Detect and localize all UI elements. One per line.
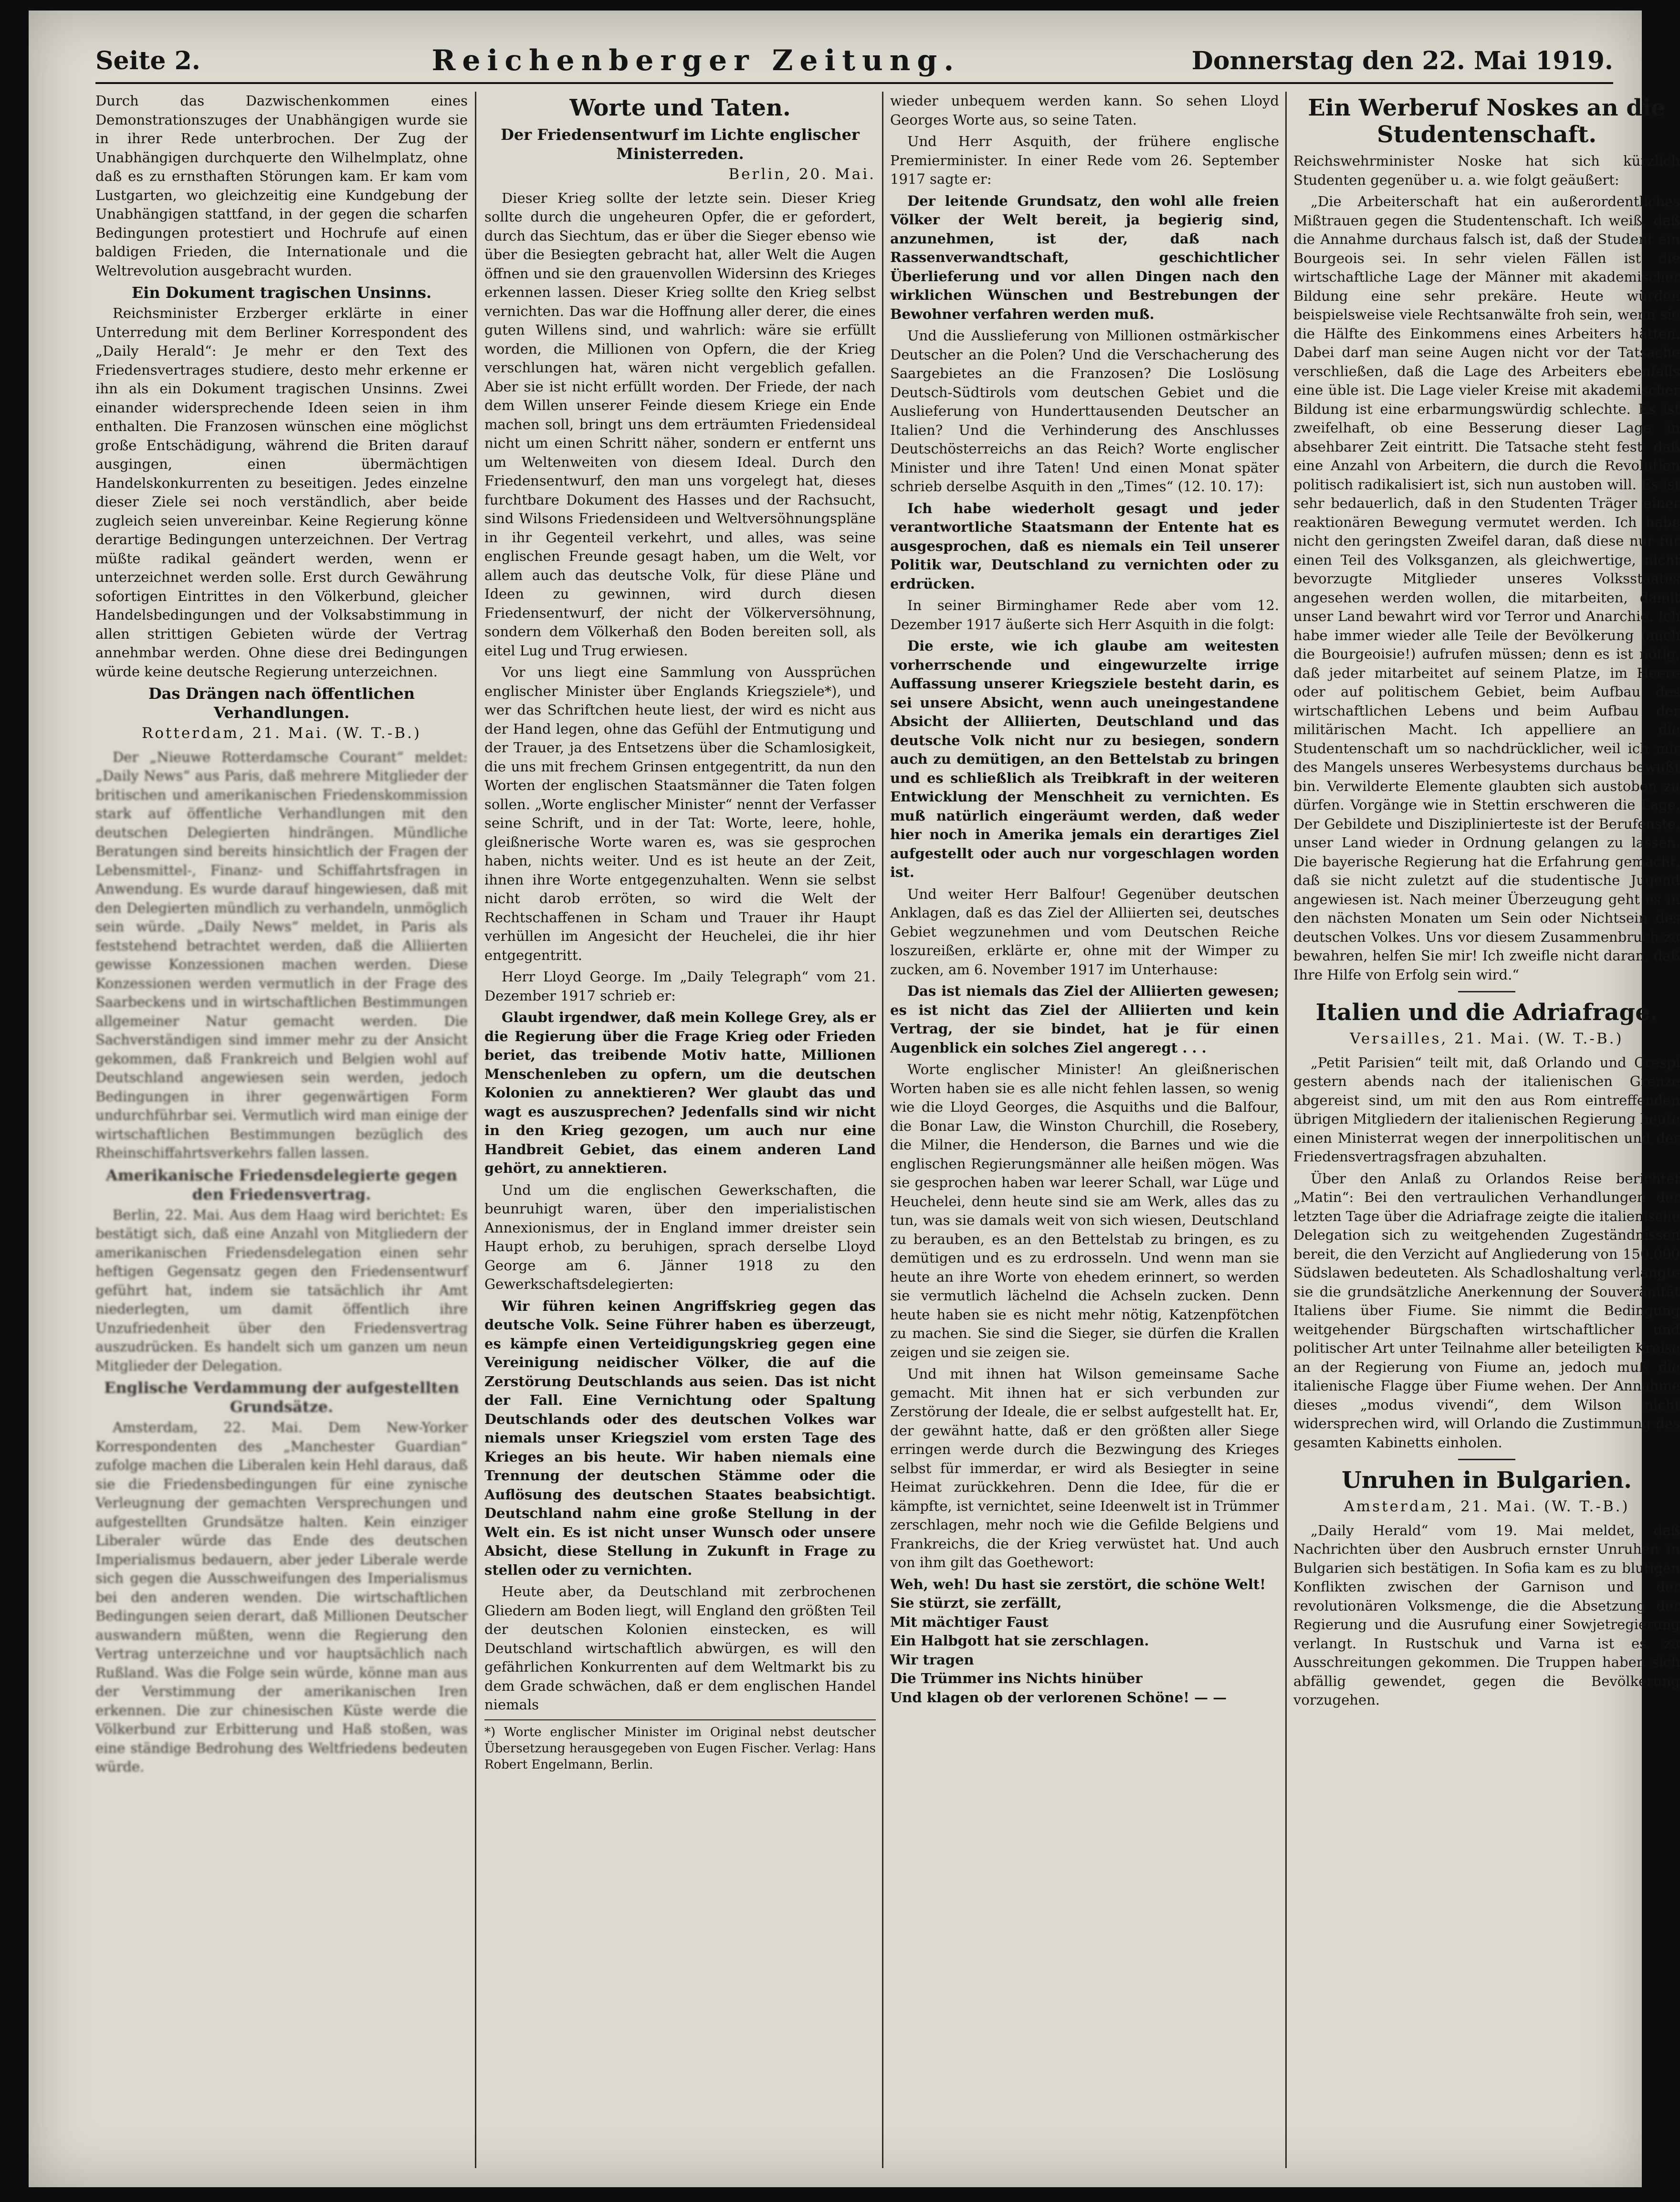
verse-line: Die Trümmer ins Nichts hinüber — [890, 1670, 1143, 1686]
article-heading: Amerikanische Friedensdelegierte gegen den Friedensvertrag. — [105, 1166, 458, 1203]
column-rule — [882, 92, 883, 2168]
article-heading: Das Drängen nach öffentlichen Verhandlungen. — [148, 685, 415, 722]
issue-date: Donnerstag den 22. Mai 1919. — [1191, 46, 1613, 75]
article-title: Ein Werberuf Noskes an die Studentenschaft. — [1308, 95, 1666, 148]
dateline: Amsterdam, 21. Mai. (W. T.-B.) — [1344, 1498, 1630, 1515]
column-2 — [484, 92, 876, 2168]
verse-line: Sie stürzt, sie zerfällt, — [890, 1595, 1062, 1611]
article-paragraph: Berlin, 22. Mai. Aus dem Haag wird berichtet: Es bestätigt sich, daß eine Anzahl von Mitgliedern der amerikanischen Friedensdelegation einen sehr heftigen Gegensatz gegen den Friedensentwurf geführt hat, indem sie tatsächlich ihr Amt niederlegten, um damit öffentlich ihre Unzufriedenheit über den Friedensvertrag auszudrücken. Es handelt sich um ganzen um neun Mitglieder der Delegation. — [95, 1206, 468, 1374]
article-paragraph: Herr Lloyd George. Im „Daily Telegraph“ vom 21. Dezember 1917 schrieb er: — [484, 969, 876, 1004]
verse-line: Weh, weh! Du hast sie zerstört, die schöne Welt! — [890, 1576, 1266, 1592]
article-paragraph: Durch das Dazwischenkommen eines Demonstrationszuges der Unabhängigen wurde sie in ihrer Rede unterbrochen. Der Zug der Unabhängigen durchquerte den Wilhelmplatz, ohne daß es zu ernsthaften Störungen kam. Er kam vom Lustgarten, wo gleichzeitig eine Kundgebung der Unabhängigen stattfand, in der gegen die scharfen Bedingungen protestiert und Hochrufe auf einen baldigen Frieden, die Internationale und die Weltrevolution ausgebracht wurden. — [95, 93, 468, 279]
article-title: Worte und Taten. — [569, 95, 791, 121]
page-number: Seite 2. — [95, 46, 200, 75]
article-paragraph: Und mit ihnen hat Wilson gemeinsame Sache gemacht. Mit ihnen hat er sich verbunden zur Zerstörung der Ideale, die er selbst aufgestellt hat. Er, der gewähnt hatte, daß er den größten aller Siege erringen werde durch die Bezwingung des Krieges selbst für immerdar, er wird als Besiegter in seine Heimat zurückkehren. Denn die Idee, für die er kämpfte, ist vernichtet, seine Ideenwelt ist in Trümmer zerschlagen, mehr noch wie die Gefilde Belgiens und Frankreichs, die der Krieg verwüstet hat. Und auch von ihm gilt das Goethewort: — [890, 1366, 1279, 1570]
article-separator — [1458, 991, 1515, 992]
article-paragraph: Reichsminister Erzberger erklärte in einer Unterredung mit dem Berliner Korrespondent des „Daily Herald“: Je mehr er den Text des Friedensvertrages studiere, desto mehr erkenne er ihn als ein Dokument tragischen Unsinns. Zwei einander widersprechende Ideen seien in ihm enthalten. Die Franzosen wünschen eine möglichst große Entschädigung, während die Briten darauf ausgingen, einen übermächtigen Handelskonkurrenten zu beseitigen. Jedes einzelne dieser Ziele sei noch verständlich, aber beide zugleich seien unvereinbar. Keine Regierung könne derartige Bedingungen unterzeichnen. Der Vertrag müßte radikal geändert werden, wenn er unterzeichnet werden solle. Erst durch Gewährung sofortigen Eintrittes in den Völkerbund, gleicher Handelsbedingungen und der Volksabstimmung in allen strittigen Gebieten würde der Vertrag annehmbar werden. Ohne diese drei Bedingungen würde keine deutsche Regierung unterzeichnen. — [95, 305, 468, 680]
column-rule — [1285, 92, 1287, 2168]
newspaper-title: Reichenberger Zeitung. — [431, 44, 961, 77]
verse-line: Ein Halbgott hat sie zerschlagen. — [890, 1633, 1149, 1649]
quotation: Die erste, wie ich glaube am weitesten vorherrschende und eingewurzelte irrige Auffassung unserer Kriegsziele besteht darin, es sei unsere Absicht, wenn auch uneingestandene Absicht der Alliierten, Deutschland und das deutsche Volk nicht nur zu besiegen, sondern auch zu demütigen, an den Bettelstab zu bringen und es schließlich als Treibkraft in der weiteren Entwicklung der Menschheit zu vernichten. Es muß natürlich eingeräumt werden, daß weder hier noch in Amerika jemals ein derartiges Ziel aufgestellt oder auch nur vorgeschlagen worden ist. — [890, 638, 1279, 880]
article-paragraph: Über den Anlaß zu Orlandos Reise berichtet „Matin“: Bei den vertraulichen Verhandlungen der letzten Tage über die Adriafrage zeigte die italienische Delegation sich zu weitgehenden Zugeständnissen bereit, die den Verzicht auf Angliederung von 150.000 Südslawen bedeuteten. Als Schadloshaltung verlangte sie die grundsätzliche Anerkennung der Souveränität Italiens über Fiume. Sie nimmt die Bedingung weitgehender Bürgschaften wirtschaftlicher und politischer Art unter Teilnahme aller beteiligten Kreise an der Regierung von Fiume an, jedoch muß die italienische Flagge über Fiume wehen. Der Annahme dieses „modus vivendi“, dem Wilson nicht widersprechen wird, will Orlando die Zustimmung des gesamten Kabinetts einholen. — [1293, 1170, 1680, 1451]
column-4 — [1293, 92, 1680, 2168]
article-heading: Ein Dokument tragischen Unsinns. — [131, 284, 432, 302]
footnote: *) Worte englischer Minister im Original nebst deutscher Übersetzung herausgegeben von Eugen Fischer. Verlag: Hans Robert Engelmann, Berlin. — [484, 1719, 876, 1773]
masthead — [95, 39, 1613, 84]
quotation: Glaubt irgendwer, daß mein Kollege Grey, als er die Regierung über die Frage Krieg oder Frieden beriet, das treibende Motiv hatte, Millionen Menschenleben zu opfern, um die deutschen Kolonien zu annektieren? Wer glaubt das und wagt es auszusprechen? Jedenfalls sind wir nicht in den Krieg gezogen, um auch nur eine Handbreit Gebiet, das einem anderen Land gehört, zu annektieren. — [484, 1009, 876, 1176]
quotation: Ich habe wiederholt gesagt und jeder verantwortliche Staatsmann der Entente hat es ausgesprochen, daß es niemals ein Teil unserer Politik war, Deutschland zu vernichten oder zu erdrücken. — [890, 500, 1279, 592]
dateline: Versailles, 21. Mai. (W. T.-B.) — [1350, 1030, 1624, 1047]
dateline: Berlin, 20. Mai. — [728, 166, 876, 183]
column-1 — [95, 92, 468, 2168]
column-rule — [475, 92, 476, 2168]
columns — [95, 92, 1680, 2168]
article-title: Italien und die Adriafrage. — [1315, 999, 1658, 1026]
article-paragraph: Worte englischer Minister! An gleißnerischen Worten haben sie es alle nicht fehlen lassen, so wenig wie die Lloyd Georges, die Asquiths und die Balfour, die Bonar Law, die Winston Churchill, die Rosebery, die Milner, die Henderson, die Barnes und wie die englischen Regierungsmänner alle heißen mögen. Was sie gesprochen haben war leerer Schall, war Lüge und Heuchelei, denn heute sind sie am Werk, alles das zu tun, was sie damals weit von sich wiesen, Deutschland zu berauben, es an den Bettelstab zu bringen, es zu demütigen und es zu erdrosseln. Und wenn man sie heute an ihre Worte von ehedem erinnert, so werden sie vermutlich lächelnd die Achseln zucken. Denn heute haben sie es nicht mehr nötig, Katzenpfötchen zu machen. Sie sind die Sieger, sie dürfen die Krallen zeigen und sie zeigen sie. — [890, 1061, 1279, 1360]
article-paragraph: „Daily Herald“ vom 19. Mai meldet, daß Nachrichten über den Ausbruch ernster Unruhen in Bulgarien sich bestätigen. In Sofia kam es zu blutigen Konflikten zwischen der Garnison und der revolutionären Volksmenge, die die Absetzung der Regierung und die Ausrufung einer Sowjetregierung verlangt. In Rustschuk und Varna ist es zu Ausschreitungen gekommen. Die Truppen haben sich abfällig gewendet, gegen die Bevölkerung vorzugehen. — [1293, 1522, 1680, 1708]
quotation: Das ist niemals das Ziel der Alliierten gewesen; es ist nicht das Ziel der Alliierten und kein Vertrag, der sie bindet, hat je für einen Augenblick ein solches Ziel angeregt . . . — [890, 983, 1279, 1056]
article-paragraph: Amsterdam, 22. Mai. Dem New-Yorker Korrespondenten des „Manchester Guardian“ zufolge machen die Liberalen kein Hehl daraus, daß sie die Friedensbedingungen für eine zynische Verleugnung der gemachten Versprechungen und aufgestellten Grundsätze halten. Kein einziger Liberaler würde das Ende des deutschen Imperialismus bedauern, aber jeder Liberale werde sich gegen die Ausschweifungen des Imperialismus bei den anderen wenden. Die wirtschaftlichen Bedingungen seien derart, daß Millionen Deutscher auswandern müßten, wenn die Regierung den Vertrag unterzeichne und vor hauptsächlich nach Rußland. Was die Folge sein würde, könne man aus der Verstimmung der amerikanischen Iren erkennen. Die zur chinesischen Küste werde die Völkerbund zur Erbitterung und Haß stoßen, was eine ständige Bedrohung des Weltfriedens bedeuten würde. — [95, 1419, 468, 1775]
article-separator — [1458, 1459, 1515, 1460]
dateline: Rotterdam, 21. Mai. (W. T.-B.) — [142, 725, 421, 742]
article-paragraph: wieder unbequem werden kann. So sehen Lloyd Georges Worte aus, so seine Taten. — [890, 93, 1279, 128]
quotation: Der leitende Grundsatz, den wohl alle freien Völker der Welt bereit, ja begierig sind, anzunehmen, ist der, daß nach Rassenverwandtschaft, geschichtlicher Überlieferung und vor allen Dingen nach den wirklichen Wünschen und Bestrebungen der Bewohner verfahren werden muß. — [890, 192, 1279, 322]
page-edge-mark-icon: › — [1626, 25, 1633, 47]
article-heading: Englische Verdammung der aufgestellten Grundsätze. — [104, 1379, 459, 1416]
newspaper-page — [29, 11, 1680, 2187]
article-paragraph: Und weiter Herr Balfour! Gegenüber deutschen Anklagen, daß es das Ziel der Alliierten sei, deutsches Gebiet wegzunehmen und vom Deutschen Reiche loszureißen, erklärte er, ohne mit der Wimper zu zucken, am 6. November 1917 im Unterhause: — [890, 885, 1279, 978]
article-paragraph: „Petit Parisien“ teilt mit, daß Orlando und Crespi gestern abends nach der italienischen Grenze abgereist sind, um mit den aus Rom eintreffenden übrigen Mitgliedern der italienischen Regierung heute einen Ministerrat wegen der innerpolitischen und der Friedensvertragsfragen abzuhalten. — [1293, 1054, 1680, 1165]
article-paragraph: Vor uns liegt eine Sammlung von Aussprüchen englischer Minister über Englands Kriegsziele*), und wer das Schriftchen heute liest, der wird es nicht aus der Hand legen, ohne das Gefühl der Entmutigung und der Trauer, ja des Entsetzens über die Schamlosigkeit, die uns mit frechem Grinsen entgegentritt, da nun den Worten der englischen Staatsmänner die Taten folgen sollen. „Worte englischer Minister“ nennt der Verfasser seine Schrift, und in der Tat: Worte, leere, hohle, gleißnerische Worte waren es, was sie gesprochen haben, nichts weiter. Und es ist heute an der Zeit, ihnen ihre Worte entgegenzuhalten. Wenn sie selbst nicht darob erröten, so wird die Welt der Rechtschaffenen in Scham und Trauer ihr Haupt verhüllen im Angesicht der Heuchelei, die ihr hier entgegentritt. — [484, 664, 876, 963]
column-3 — [890, 92, 1279, 2168]
article-paragraph: Und die Ausslieferung von Millionen ostmärkischer Deutscher an die Polen? Und die Verschacherung des Saargebietes an die Franzosen? Die Loslösung Deutsch-Südtirols vom deutschen Gebiet und die Auslieferung von Hunderttausenden Deutscher an Italien? Und die Verhinderung des Anschlusses Deutschösterreichs an das Reich? Worte englischer Minister und ihre Taten! Und einen Monat später schrieb derselbe Asquith in den „Times“ (12. 10. 17): — [890, 327, 1279, 495]
quotation: Wir führen keinen Angriffskrieg gegen das deutsche Volk. Seine Führer haben es überzeugt, es kämpfe einen Verteidigungskrieg gegen eine Vereinigung neidischer Völker, die auf die Zerstörung Deutschlands aus seien. Das ist nicht der Fall. Eine Vernichtung oder Spaltung Deutschlands oder des deutschen Volkes war niemals unser Kriegsziel vom ersten Tage des Krieges an bis heute. Wir haben niemals eine Trennung der deutschen Stämme oder die Auflösung des deutschen Staates beabsichtigt. Deutschland nahm eine große Stellung in der Welt ein. Es ist nicht unser Wunsch oder unsere Absicht, diese Stellung in Zukunft in Frage zu stellen oder zu vernichten. — [484, 1297, 876, 1578]
article-title: Unruhen in Bulgarien. — [1342, 1467, 1632, 1494]
article-paragraph: „Die Arbeiterschaft hat ein außerordentliches Mißtrauen gegen die Studentenschaft. Ich weiß, daß die Annahme durchaus falsch ist, daß der Student ein Bourgeois sei. In sehr vielen Fällen ist die wirtschaftliche Lage der Männer mit akademischer Bildung eine sehr prekäre. Heute würden beispielsweise viele Rechtsanwälte froh sein, wenn sie die Hälfte des Einkommens eines Arbeiters hätten. Dabei darf man seine Augen nicht vor der Tatsache verschließen, daß die Lage des Arbeiters ebenfalls eine üble ist. Die Lage vieler Kreise mit akademischer Bildung ist eine erbarmungswürdig schlechte. Es ist zweifelhaft, ob eine Besserung dieser Lage in absehbarer Zeit eintritt. Die Tatsache steht fest, daß eine Anzahl von Arbeitern, die durch die Revolution politisch radikalisiert ist, sich nun austoben will. Es ist sehr bedauerlich, daß in den Studenten Träger einer reaktionären Bewegung vermutet werden. Ich habe nicht den geringsten Zweifel daran, daß diese nur für einen Teil des Volksganzen, als gleichwertige, nicht bevorzugte Mitglieder unseres Volksstaates angesehen werden wollen, die mitarbeiten, damit unser Land bewahrt wird vor Terror und Anarchie. Ich habe immer wieder alle Teile der Bevölkerung (auch die Bourgeoisie!) aufrufen müssen; denn es ist nötig, daß jeder mitarbeitet auf seinem Platze, im Heere oder auf politischem Gebiet, beim Aufbau des wirtschaftlichen Lebens und beim Aufbau der militärischen Macht. Ich appelliere an die Studentenschaft um so nachdrücklicher, weil ich mir des Mangels unseres Werbesystems durchaus bewußt bin. Verwilderte Elemente glaubten sich austoben zu dürfen. Vorgänge wie in Stettin erschweren die Lage. Der Gebildete und Disziplinierteste ist der Berufenste, unser Land wieder in Ordnung gelangen zu lassen. Die bayerische Regierung hat die Erfahrung gemacht, daß sie nicht zuletzt auf die studentische Jugend angewiesen ist. Nach meiner Überzeugung geht es in den nächsten Monaten um Sein oder Nichtsein des deutschen Volkes. Uns vor diesem Zusammenbruch zu bewahren, helfen Sie mir! Ich zweifle nicht daran, daß Ihre Hilfe von Erfolg sein wird.“ — [1293, 193, 1680, 983]
article-paragraph: Heute aber, da Deutschland mit zerbrochenen Gliedern am Boden liegt, will England den größten Teil der deutschen Kolonien einstecken, es will Deutschland wirtschaftlich abwürgen, es will den gefährlichen Konkurrenten auf dem Weltmarkt bis zu dem Grade schwächen, daß er dem englischen Handel niemals — [484, 1583, 876, 1713]
article-paragraph: Reichswehrminister Noske hat sich kürzlich Studenten gegenüber u. a. wie folgt geäußert: — [1293, 153, 1680, 188]
article-paragraph: In seiner Birminghamer Rede aber vom 12. Dezember 1917 äußerte sich Herr Asquith in die folgt: — [890, 597, 1279, 632]
verse-line: Mit mächtiger Faust — [890, 1613, 1049, 1630]
article-paragraph: Der „Nieuwe Rotterdamsche Courant“ meldet: „Daily News“ aus Paris, daß mehrere Mitglieder der britischen und amerikanischen Friedenskommission stark auf öffentliche Verhandlungen mit den deutschen Delegierten hindrängen. Mündliche Beratungen sind bereits hinsichtlich der Fragen der Lebensmittel-, Finanz- und Schiffahrtsfragen in Anwendung. Es wurde darauf hingewiesen, daß mit den Delegierten mündlich zu verhandeln, unmöglich sein würde. „Daily News“ meldet, in Paris als feststehend betrachtet werden, daß die Alliierten gewisse Konzessionen machen werden. Diese Konzessionen werden vermutlich in der Frage des Saarbeckens und in wirtschaftlichen Bestimmungen allgemeiner Natur gemacht werden. Die Sachverständigen sind immer mehr zu der Ansicht gekommen, daß Frankreich und Belgien wohl auf Deutschland angewiesen sein werden, jedoch Bedingungen in ihrer gegenwärtigen Form undurchführbar sei. Vermutlich wird man einige der wirtschaftlichen Bestimmungen bezüglich des Rheinschiffahrtsverkehrs fallen lassen. — [95, 748, 468, 1161]
article-paragraph: Und um die englischen Gewerkschaften, die beunruhigt waren, über den imperialistischen Annexionismus, der in England immer dreister sein Haupt erhob, zu beruhigen, sprach derselbe Lloyd George am 6. Jänner 1918 zu den Gewerkschaftsdelegierten: — [484, 1181, 876, 1292]
article-subtitle: Der Friedensentwurf im Lichte englischer Ministerreden. — [501, 126, 860, 163]
article-paragraph: Dieser Krieg sollte der letzte sein. Dieser Krieg sollte durch die ungeheuren Opfer, die er gefordert, durch das Siechtum, das er über die Sieger ebenso wie über die Besiegten gebracht hat, aller Welt die Augen öffnen und sie den grauenvollen Widersinn des Krieges erkennen lassen. Dieser Krieg sollte den Krieg selbst vernichten. Das war die Hoffnung aller derer, die eines guten Willens sind, und wahrlich: wäre sie erfüllt worden, die Millionen von Opfern, die der Krieg verschlungen hat, wären nicht vergeblich gefallen. Aber sie ist nicht erfüllt worden. Der Friede, der nach dem Willen unserer Feinde diesem Kriege ein Ende machen soll, bringt uns dem erträumten Friedensideal nicht um einen Schritt näher, sondern er entfernt uns um Weltenweiten von diesem Ideal. Durch den Friedensentwurf, den man uns vorgelegt hat, dieses furchtbare Dokument des Hasses und der Rachsucht, sind Wilsons Friedensideen und Weltversöhnungspläne in ihr Gegenteil verkehrt, und alles, was seine englischen Freunde gesagt haben, um die Welt, vor allem auch das deutsche Volk, für diese Pläne und Ideen zu gewinnen, wird durch diesen Friedensentwurf, der nicht der Völkerversöhnung, sondern dem Völkerhaß den Boden bereiten soll, als eitel Lug und Trug erwiesen. — [484, 190, 876, 659]
verse-line: Und klagen ob der verlorenen Schöne! — — — [890, 1689, 1227, 1706]
verse-line: Wir tragen — [890, 1651, 974, 1668]
article-paragraph: Und Herr Asquith, der frühere englische Premierminister. In einer Rede vom 26. September 1917 sagte er: — [890, 133, 1279, 187]
